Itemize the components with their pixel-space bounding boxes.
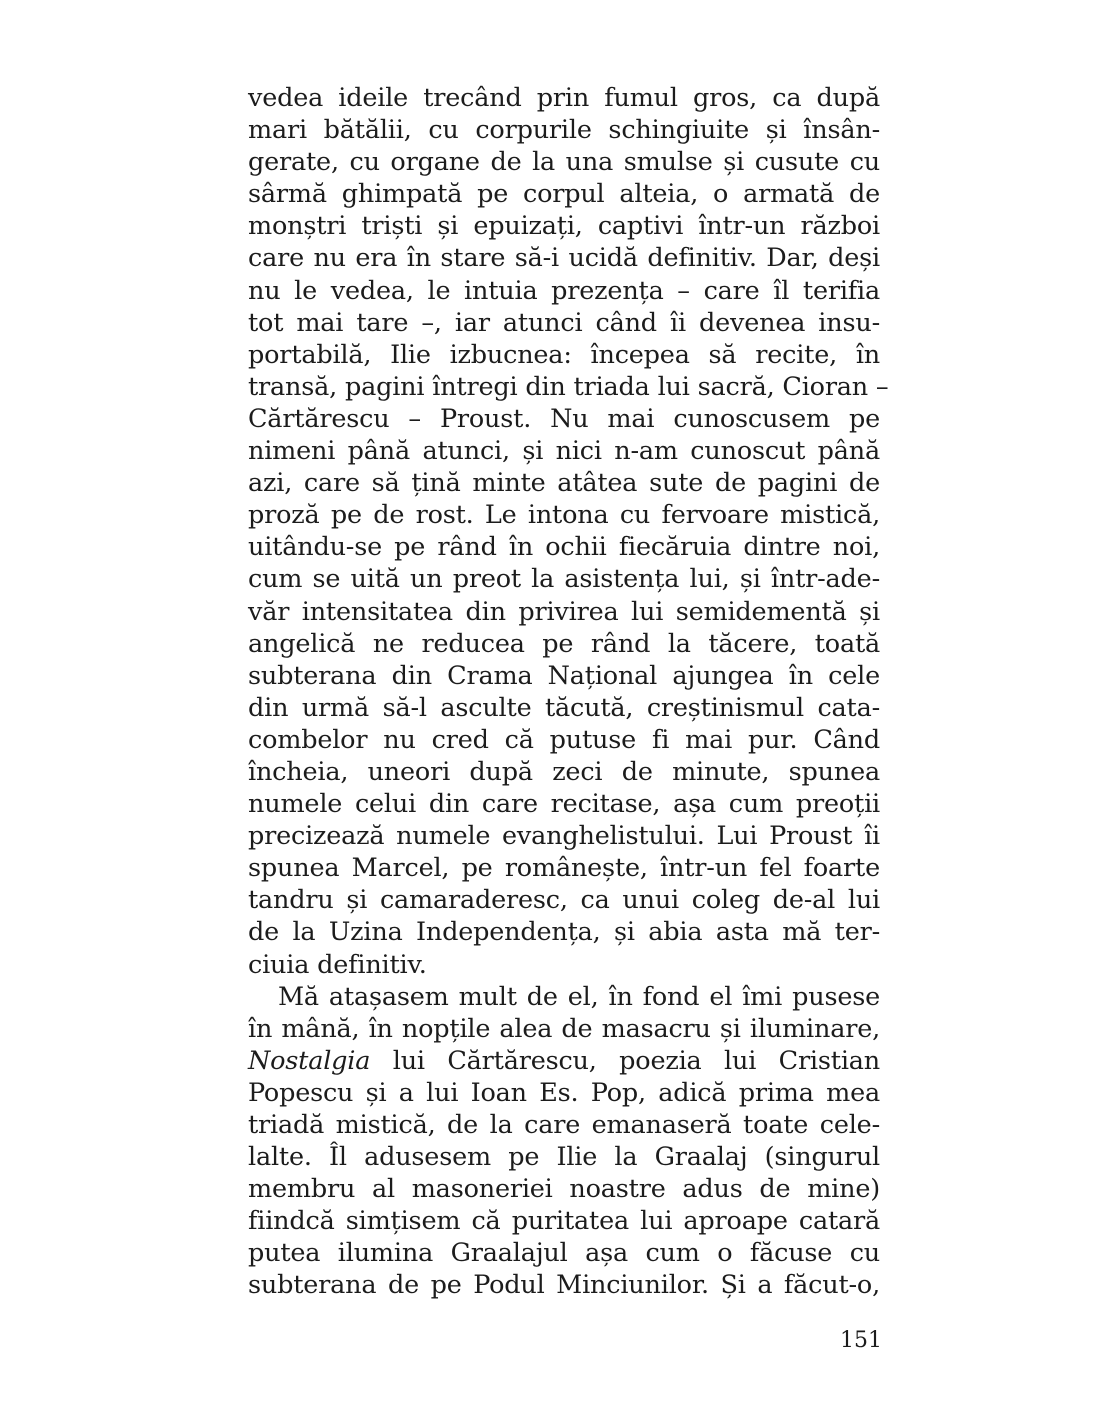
page-number: 151 xyxy=(840,1328,882,1353)
text-line: vedea ideile trecând prin fumul gros, ca după xyxy=(248,83,880,113)
text-line: văr intensitatea din privirea lui semidementă și xyxy=(248,596,880,627)
text-line: gerate, cu organe de la una smulse și cusute cu xyxy=(248,147,880,178)
text-line: angelică ne reducea pe rând la tăcere, toată xyxy=(248,628,880,659)
text-line: subterana din Crama Național ajungea în cele xyxy=(248,660,880,691)
text-line: nu le vedea, le intuia prezența – care îl terifia xyxy=(248,275,880,306)
text-line: încheia, uneori după zeci de minute, spunea xyxy=(248,756,880,787)
text-line: Cărtărescu – Proust. Nu mai cunoscusem pe xyxy=(248,403,880,434)
text-line: în mână, în nopțile alea de masacru și iluminare, xyxy=(248,1013,880,1044)
text-line: cum se uită un preot la asistența lui, și într-ade- xyxy=(248,564,880,595)
text-line: membru al masoneriei noastre adus de mine) xyxy=(248,1174,880,1205)
text-line: numele celui din care recitase, așa cum preoții xyxy=(248,789,880,820)
text-line: transă, pagini întregi din triada lui sacră, Cioran – xyxy=(248,371,889,402)
text-line: portabilă, Ilie izbucnea: începea să recite, în xyxy=(248,339,880,370)
text-line-rest: lui Cărtărescu, poezia lui Cristian xyxy=(370,1045,880,1076)
text-line: care nu era în stare să-i ucidă definitiv. Dar, deși xyxy=(248,243,880,274)
text-line: proză pe de rost. Le intona cu fervoare mistică, xyxy=(248,500,880,531)
text-line: uitându-se pe rând în ochii fiecăruia dintre noi, xyxy=(248,532,880,563)
text-line: tandru și camaraderesc, ca unui coleg de-al lui xyxy=(248,885,880,916)
text-line: de la Uzina Independența, și abia asta mă ter- xyxy=(248,917,880,948)
text-line: lalte. Îl adusesem pe Ilie la Graalaj (singurul xyxy=(248,1142,880,1173)
text-line: subterana de pe Podul Minciunilor. Și a făcut-o, xyxy=(248,1270,880,1301)
text-line: azi, care să țină minte atâtea sute de pagini de xyxy=(248,468,880,499)
text-line: combelor nu cred că putuse fi mai pur. Când xyxy=(248,724,880,755)
text-line: nimeni până atunci, și nici n-am cunoscut până xyxy=(248,436,880,467)
text-line: spunea Marcel, pe românește, într-un fel foarte xyxy=(248,853,880,884)
text-line: triadă mistică, de la care emanaseră toate cele- xyxy=(248,1110,880,1140)
text-line: sârmă ghimpată pe corpul alteia, o armată de xyxy=(248,179,880,210)
text-line: fiindcă simțisem că puritatea lui aproape catară xyxy=(248,1206,880,1237)
text-line: monștri triști și epuizați, captivi într-un război xyxy=(248,211,880,242)
text-line: din urmă să-l asculte tăcută, creștinismul cata- xyxy=(248,692,880,723)
text-line-paragraph-start: Mă atașasem mult de el, în fond el îmi pusese xyxy=(278,981,880,1012)
text-line: mari bătălii, cu corpurile schingiuite și însân- xyxy=(248,115,880,146)
text-line-paragraph-end: ciuia definitiv. xyxy=(248,949,427,980)
italic-book-title: Nostalgia xyxy=(248,1045,371,1076)
text-line: putea ilumina Graalajul așa cum o făcuse cu xyxy=(248,1238,880,1269)
text-line: precizează numele evanghelistului. Lui Proust îi xyxy=(248,821,880,852)
body-text xyxy=(248,82,889,1302)
text-line: Popescu și a lui Ioan Es. Pop, adică prima mea xyxy=(248,1077,880,1108)
text-line-with-italic-title xyxy=(248,1045,880,1077)
text-line: tot mai tare –, iar atunci când îi devenea insu- xyxy=(248,307,880,338)
